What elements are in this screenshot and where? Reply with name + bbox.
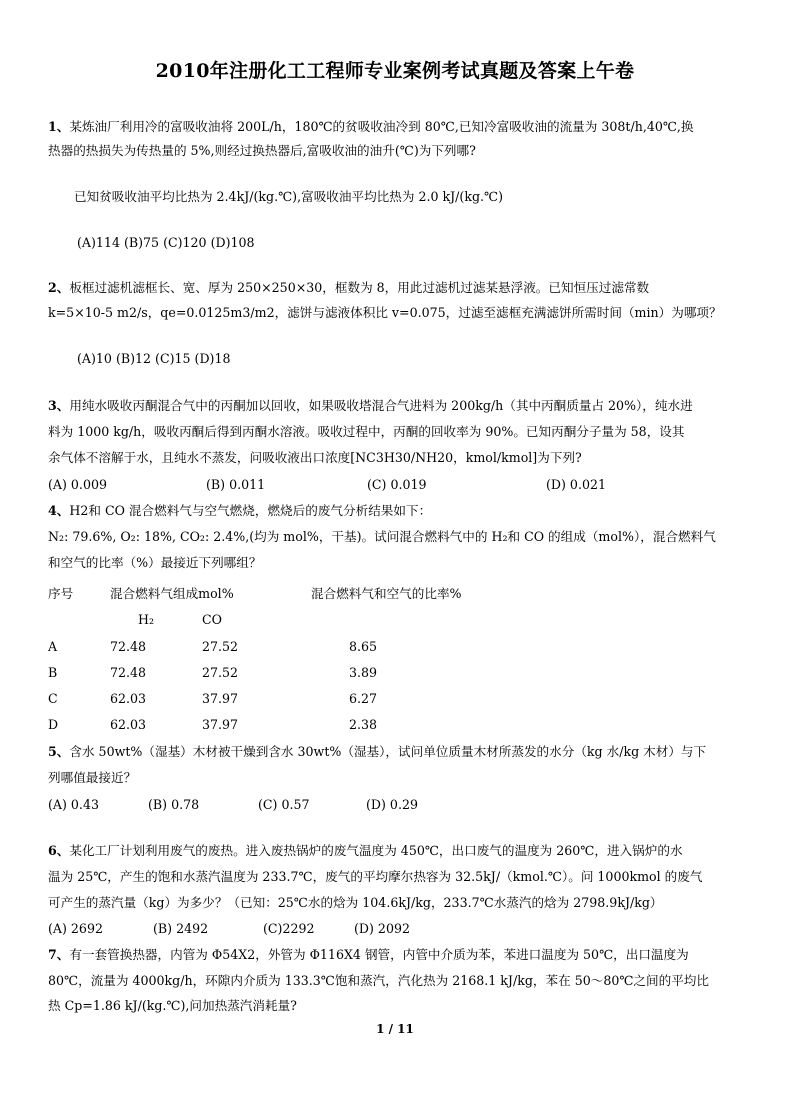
question-6-line-1 bbox=[48, 842, 683, 860]
question-5-text-1: 含水 50wt%（湿基）木材被干燥到含水 30wt%（湿基），试问单位质量木材所蒸发的水分（kg 水/kg 木材）与下 bbox=[69, 744, 707, 759]
table-cell-h2: 62.03 bbox=[110, 717, 147, 732]
question-4-line-3: 和空气的比率（%）最接近下列哪组？ bbox=[48, 555, 262, 570]
question-3-line-3: 余气体不溶解于水，且纯水不蒸发，问吸收液出口浓度[NC3H30/NH20，kmol/kmol]为下列? bbox=[48, 450, 582, 465]
question-7-line-3: 热 Cp=1.86 kJ/(kg.℃),问加热蒸汽消耗量? bbox=[48, 998, 297, 1013]
question-7-line-2: 80℃，流量为 4000kg/h，环隙内介质为 133.3℃饱和蒸汽，汽化热为 2168.1 kJ/kg，苯在 50～80℃之间的平均比 bbox=[48, 973, 709, 988]
question-2-text-1: 板框过滤机滤框长、宽、厚为 250×250×30，框数为 8，用此过滤机过滤某悬浮液。已知恒压过滤常数 bbox=[69, 280, 650, 295]
table-header-composition: 混合燃料气组成mol% bbox=[110, 586, 234, 601]
page-number: 1 / 11 bbox=[376, 1022, 414, 1036]
question-2-number: 2、 bbox=[48, 280, 70, 295]
table-cell-co: 27.52 bbox=[202, 639, 239, 654]
question-6-option-b: (B) 2492 bbox=[153, 921, 209, 936]
question-3-option-c: (C) 0.019 bbox=[367, 477, 427, 492]
table-cell-h2: 62.03 bbox=[110, 691, 147, 706]
table-cell-co: 27.52 bbox=[202, 665, 239, 680]
table-subheader-h2: H₂ bbox=[138, 612, 155, 627]
question-6-number: 6、 bbox=[48, 843, 70, 858]
table-cell-co: 37.97 bbox=[202, 717, 239, 732]
question-2-line-1 bbox=[48, 279, 649, 297]
question-6-line-3: 可产生的蒸汽量（kg）为多少？（已知：25℃水的焓为 104.6kJ/kg，233.7℃水蒸汽的焓为 2798.9kJ/kg） bbox=[48, 895, 663, 910]
table-cell-id: D bbox=[48, 717, 59, 732]
question-1-text-1: 某炼油厂利用冷的富吸收油将 200L/h，180℃的贫吸收油冷到 80℃,已知冷富吸收油的流量为 308t/h,40℃,换 bbox=[69, 119, 694, 134]
question-3-number: 3、 bbox=[48, 398, 70, 413]
question-6-option-d: (D) 2092 bbox=[354, 921, 410, 936]
question-6-text-1: 某化工厂计划利用废气的废热。进入废热锅炉的废气温度为 450℃，出口废气的温度为 260℃，进入锅炉的水 bbox=[69, 843, 683, 858]
question-6-option-a: (A) 2692 bbox=[48, 921, 103, 936]
question-3-text-1: 用纯水吸收丙酮混合气中的丙酮加以回收，如果吸收塔混合气进料为 200kg/h（其中丙酮质量占 20%），纯水进 bbox=[69, 398, 693, 413]
table-cell-ratio: 6.27 bbox=[349, 691, 378, 706]
table-header-ratio: 混合燃料气和空气的比率% bbox=[311, 586, 462, 601]
question-6-line-2: 温为 25℃，产生的饱和水蒸汽温度为 233.7℃，废气的平均摩尔热容为 32.5kJ/（kmol.℃）。问 1000kmol 的废气 bbox=[48, 869, 703, 884]
question-7-text-1: 有一套管换热器，内管为 Φ54X2，外管为 Φ116X4 钢管，内管中介质为苯，苯进口温度为 50℃，出口温度为 bbox=[69, 947, 689, 962]
question-1-line-2: 热器的热损失为传热量的 5%,则经过换热器后,富吸收油的油升(℃)为下列哪? bbox=[48, 143, 476, 158]
question-2-options: (A)10 (B)12 (C)15 (D)18 bbox=[77, 351, 231, 366]
question-5-option-a: (A) 0.43 bbox=[48, 797, 99, 812]
question-4-line-1 bbox=[48, 502, 431, 520]
question-7-line-1 bbox=[48, 946, 689, 964]
table-cell-ratio: 2.38 bbox=[349, 717, 378, 732]
question-1-number: 1、 bbox=[48, 119, 70, 134]
question-5-option-b: (B) 0.78 bbox=[148, 797, 200, 812]
question-5-option-c: (C) 0.57 bbox=[258, 797, 310, 812]
table-cell-co: 37.97 bbox=[202, 691, 239, 706]
table-cell-h2: 72.48 bbox=[110, 639, 147, 654]
table-cell-id: B bbox=[48, 665, 58, 680]
table-cell-h2: 72.48 bbox=[110, 665, 147, 680]
question-4-line-2: N₂: 79.6%, O₂: 18%, CO₂: 2.4%,(均为 mol%，干基)。试问混合燃料气中的 H₂和 CO 的组成（mol%），混合燃料气 bbox=[48, 529, 716, 544]
question-4-number: 4、 bbox=[48, 503, 70, 518]
question-5-number: 5、 bbox=[48, 744, 70, 759]
question-1-note: 已知贫吸收油平均比热为 2.4kJ/(kg.℃),富吸收油平均比热为 2.0 kJ/(kg.℃) bbox=[74, 189, 504, 204]
question-3-option-a: (A) 0.009 bbox=[48, 477, 107, 492]
table-cell-ratio: 3.89 bbox=[349, 665, 378, 680]
question-3-option-b: (B) 0.011 bbox=[206, 477, 266, 492]
table-header-seq: 序号 bbox=[48, 586, 74, 601]
question-4-text-1: H2和 CO 混合燃料气与空气燃烧，燃烧后的废气分析结果如下： bbox=[69, 503, 432, 518]
question-3-line-1 bbox=[48, 397, 693, 415]
page-title: 2010年注册化工工程师专业案例考试真题及答案上午卷 bbox=[155, 60, 635, 82]
question-6-option-c: (C)2292 bbox=[263, 921, 315, 936]
question-3-line-2: 料为 1000 kg/h，吸收丙酮后得到丙酮水溶液。吸收过程中，丙酮的回收率为 90%。已知丙酮分子量为 58，设其 bbox=[48, 424, 685, 439]
question-1-line-1 bbox=[48, 118, 694, 136]
table-cell-id: C bbox=[48, 691, 58, 706]
question-3-option-d: (D) 0.021 bbox=[546, 477, 606, 492]
question-2-line-2: k=5×10-5 m2/s，qe=0.0125m3/m2，滤饼与滤液体积比 v=0.075，过滤至滤框充满滤饼所需时间（min）为哪项？ bbox=[48, 305, 722, 320]
question-5-line-2: 列哪值最接近？ bbox=[48, 770, 137, 785]
table-cell-id: A bbox=[48, 639, 58, 654]
table-subheader-co: CO bbox=[202, 612, 222, 627]
question-5-line-1 bbox=[48, 743, 706, 761]
question-1-options: (A)114 (B)75 (C)120 (D)108 bbox=[77, 235, 255, 250]
question-5-option-d: (D) 0.29 bbox=[366, 797, 418, 812]
table-cell-ratio: 8.65 bbox=[349, 639, 378, 654]
question-7-number: 7、 bbox=[48, 947, 70, 962]
